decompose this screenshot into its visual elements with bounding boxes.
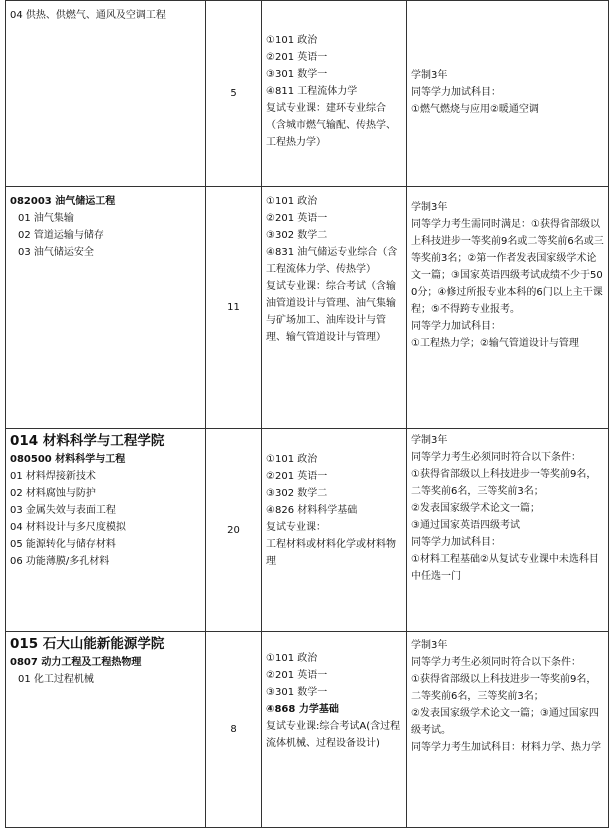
- program-cell: [6, 429, 206, 632]
- direction-item: 05 能源转化与储存材料: [10, 539, 116, 550]
- notes-cell: [407, 1, 609, 187]
- note-item: 同等学力考生必须同时符合以下条件：: [411, 452, 581, 463]
- note-item: ①工程热力学；②输气管道设计与管理: [411, 338, 579, 349]
- note-item: ①材料工程基础②从复试专业课中未选科目中任选一门: [411, 554, 599, 582]
- exam-item: ③302 数学二: [266, 488, 328, 499]
- enrollment-count: 8: [206, 632, 262, 828]
- program-table: [5, 0, 609, 828]
- note-item: 同等学力考生必须同时符合以下条件：: [411, 657, 581, 668]
- note-item: 同等学力加试科目：: [411, 87, 501, 98]
- table-row: [6, 429, 609, 632]
- direction-item: 03 油气储运安全: [18, 247, 94, 258]
- exam-item: ④826 材料科学基础: [266, 505, 358, 516]
- direction-item: 04 供热、供燃气、通风及空调工程: [10, 10, 166, 21]
- direction-item: 01 材料焊接新技术: [10, 471, 96, 482]
- college-title: 014 材料科学与工程学院: [10, 433, 165, 449]
- note-item: 学制3年: [411, 70, 448, 81]
- note-item: 学制3年: [411, 202, 448, 213]
- exam-subjects-cell: [262, 187, 407, 429]
- exam-item: 复试专业课：建环专业综合（含城市燃气输配、传热学、工程热力学）: [266, 103, 396, 148]
- exam-item: ②201 英语一: [266, 471, 328, 482]
- exam-item: ③302 数学二: [266, 230, 328, 241]
- note-item: ②发表国家级学术论文一篇；③通过国家四级考试。: [411, 708, 599, 736]
- exam-item: ②201 英语一: [266, 670, 328, 681]
- major-title: 0807 动力工程及工程热物理: [10, 657, 142, 668]
- exam-item: 工程材料或材料化学或材料物理: [266, 539, 396, 567]
- table-row: [6, 632, 609, 828]
- exam-item: ①101 政治: [266, 196, 318, 207]
- note-item: 同等学力考生需同时满足：①获得省部级以上科技进步一等奖前9名或二等奖前6名或三等奖前3名；②第一作者发表国家级学术论文一篇；③国家英语四级考试成绩不少于500分；④修过所报专业本科的6门以上主干课程；⑤不得跨专业报考。: [411, 219, 604, 315]
- enrollment-count: 5: [206, 1, 262, 187]
- exam-item: ①101 政治: [266, 454, 318, 465]
- exam-subjects-cell: [262, 632, 407, 828]
- note-item: 同等学力加试科目：: [411, 321, 501, 332]
- enrollment-count: 11: [206, 187, 262, 429]
- direction-item: 06 功能薄膜/多孔材料: [10, 556, 110, 567]
- exam-item: ①101 政治: [266, 35, 318, 46]
- note-item: 同等学力加试科目：: [411, 537, 501, 548]
- exam-subjects-cell: [262, 429, 407, 632]
- table-row: [6, 187, 609, 429]
- exam-item: ③301 数学一: [266, 69, 328, 80]
- exam-subjects-cell: [262, 1, 407, 187]
- note-item: 学制3年: [411, 435, 448, 446]
- program-cell: [6, 1, 206, 187]
- notes-cell: [407, 632, 609, 828]
- direction-item: 02 材料腐蚀与防护: [10, 488, 96, 499]
- exam-item: ①101 政治: [266, 653, 318, 664]
- exam-item: ④811 工程流体力学: [266, 86, 358, 97]
- direction-item: 04 材料设计与多尺度模拟: [10, 522, 126, 533]
- direction-item: 01 化工过程机械: [18, 674, 94, 685]
- college-title: 015 石大山能新能源学院: [10, 636, 165, 652]
- exam-item: 复试专业课：综合考试（含输油管道设计与管理、油气集输与矿场加工、油库设计与管理、输气管道设计与管理）: [266, 281, 396, 343]
- note-item: ③通过国家英语四级考试: [411, 520, 520, 531]
- exam-item: 复试专业课：: [266, 522, 326, 533]
- table-row: [6, 1, 609, 187]
- exam-item: ②201 英语一: [266, 52, 328, 63]
- notes-cell: [407, 429, 609, 632]
- program-cell: [6, 632, 206, 828]
- exam-item: ④868 力学基础: [266, 704, 339, 715]
- exam-item: ②201 英语一: [266, 213, 328, 224]
- note-item: ①燃气燃烧与应用②暖通空调: [411, 104, 539, 115]
- direction-item: 01 油气集输: [18, 213, 74, 224]
- program-cell: [6, 187, 206, 429]
- major-title: 082003 油气储运工程: [10, 196, 116, 207]
- direction-item: 03 金属失效与表面工程: [10, 505, 116, 516]
- exam-item: 复试专业课:综合考试A(含过程流体机械、过程设备设计): [266, 721, 401, 749]
- exam-item: ④831 油气储运专业综合（含工程流体力学、传热学）: [266, 247, 398, 275]
- exam-item: ③301 数学一: [266, 687, 328, 698]
- note-item: 同等学力考生加试科目：材料力学、热力学: [411, 742, 601, 753]
- note-item: 学制3年: [411, 640, 448, 651]
- notes-cell: [407, 187, 609, 429]
- note-item: ②发表国家级学术论文一篇；: [411, 503, 540, 514]
- enrollment-count: 20: [206, 429, 262, 632]
- note-item: ①获得省部级以上科技进步一等奖前9名，二等奖前6名，三等奖前3名；: [411, 469, 597, 497]
- direction-item: 02 管道运输与储存: [18, 230, 104, 241]
- major-title: 080500 材料科学与工程: [10, 454, 126, 465]
- note-item: ①获得省部级以上科技进步一等奖前9名，二等奖前6名，三等奖前3名；: [411, 674, 597, 702]
